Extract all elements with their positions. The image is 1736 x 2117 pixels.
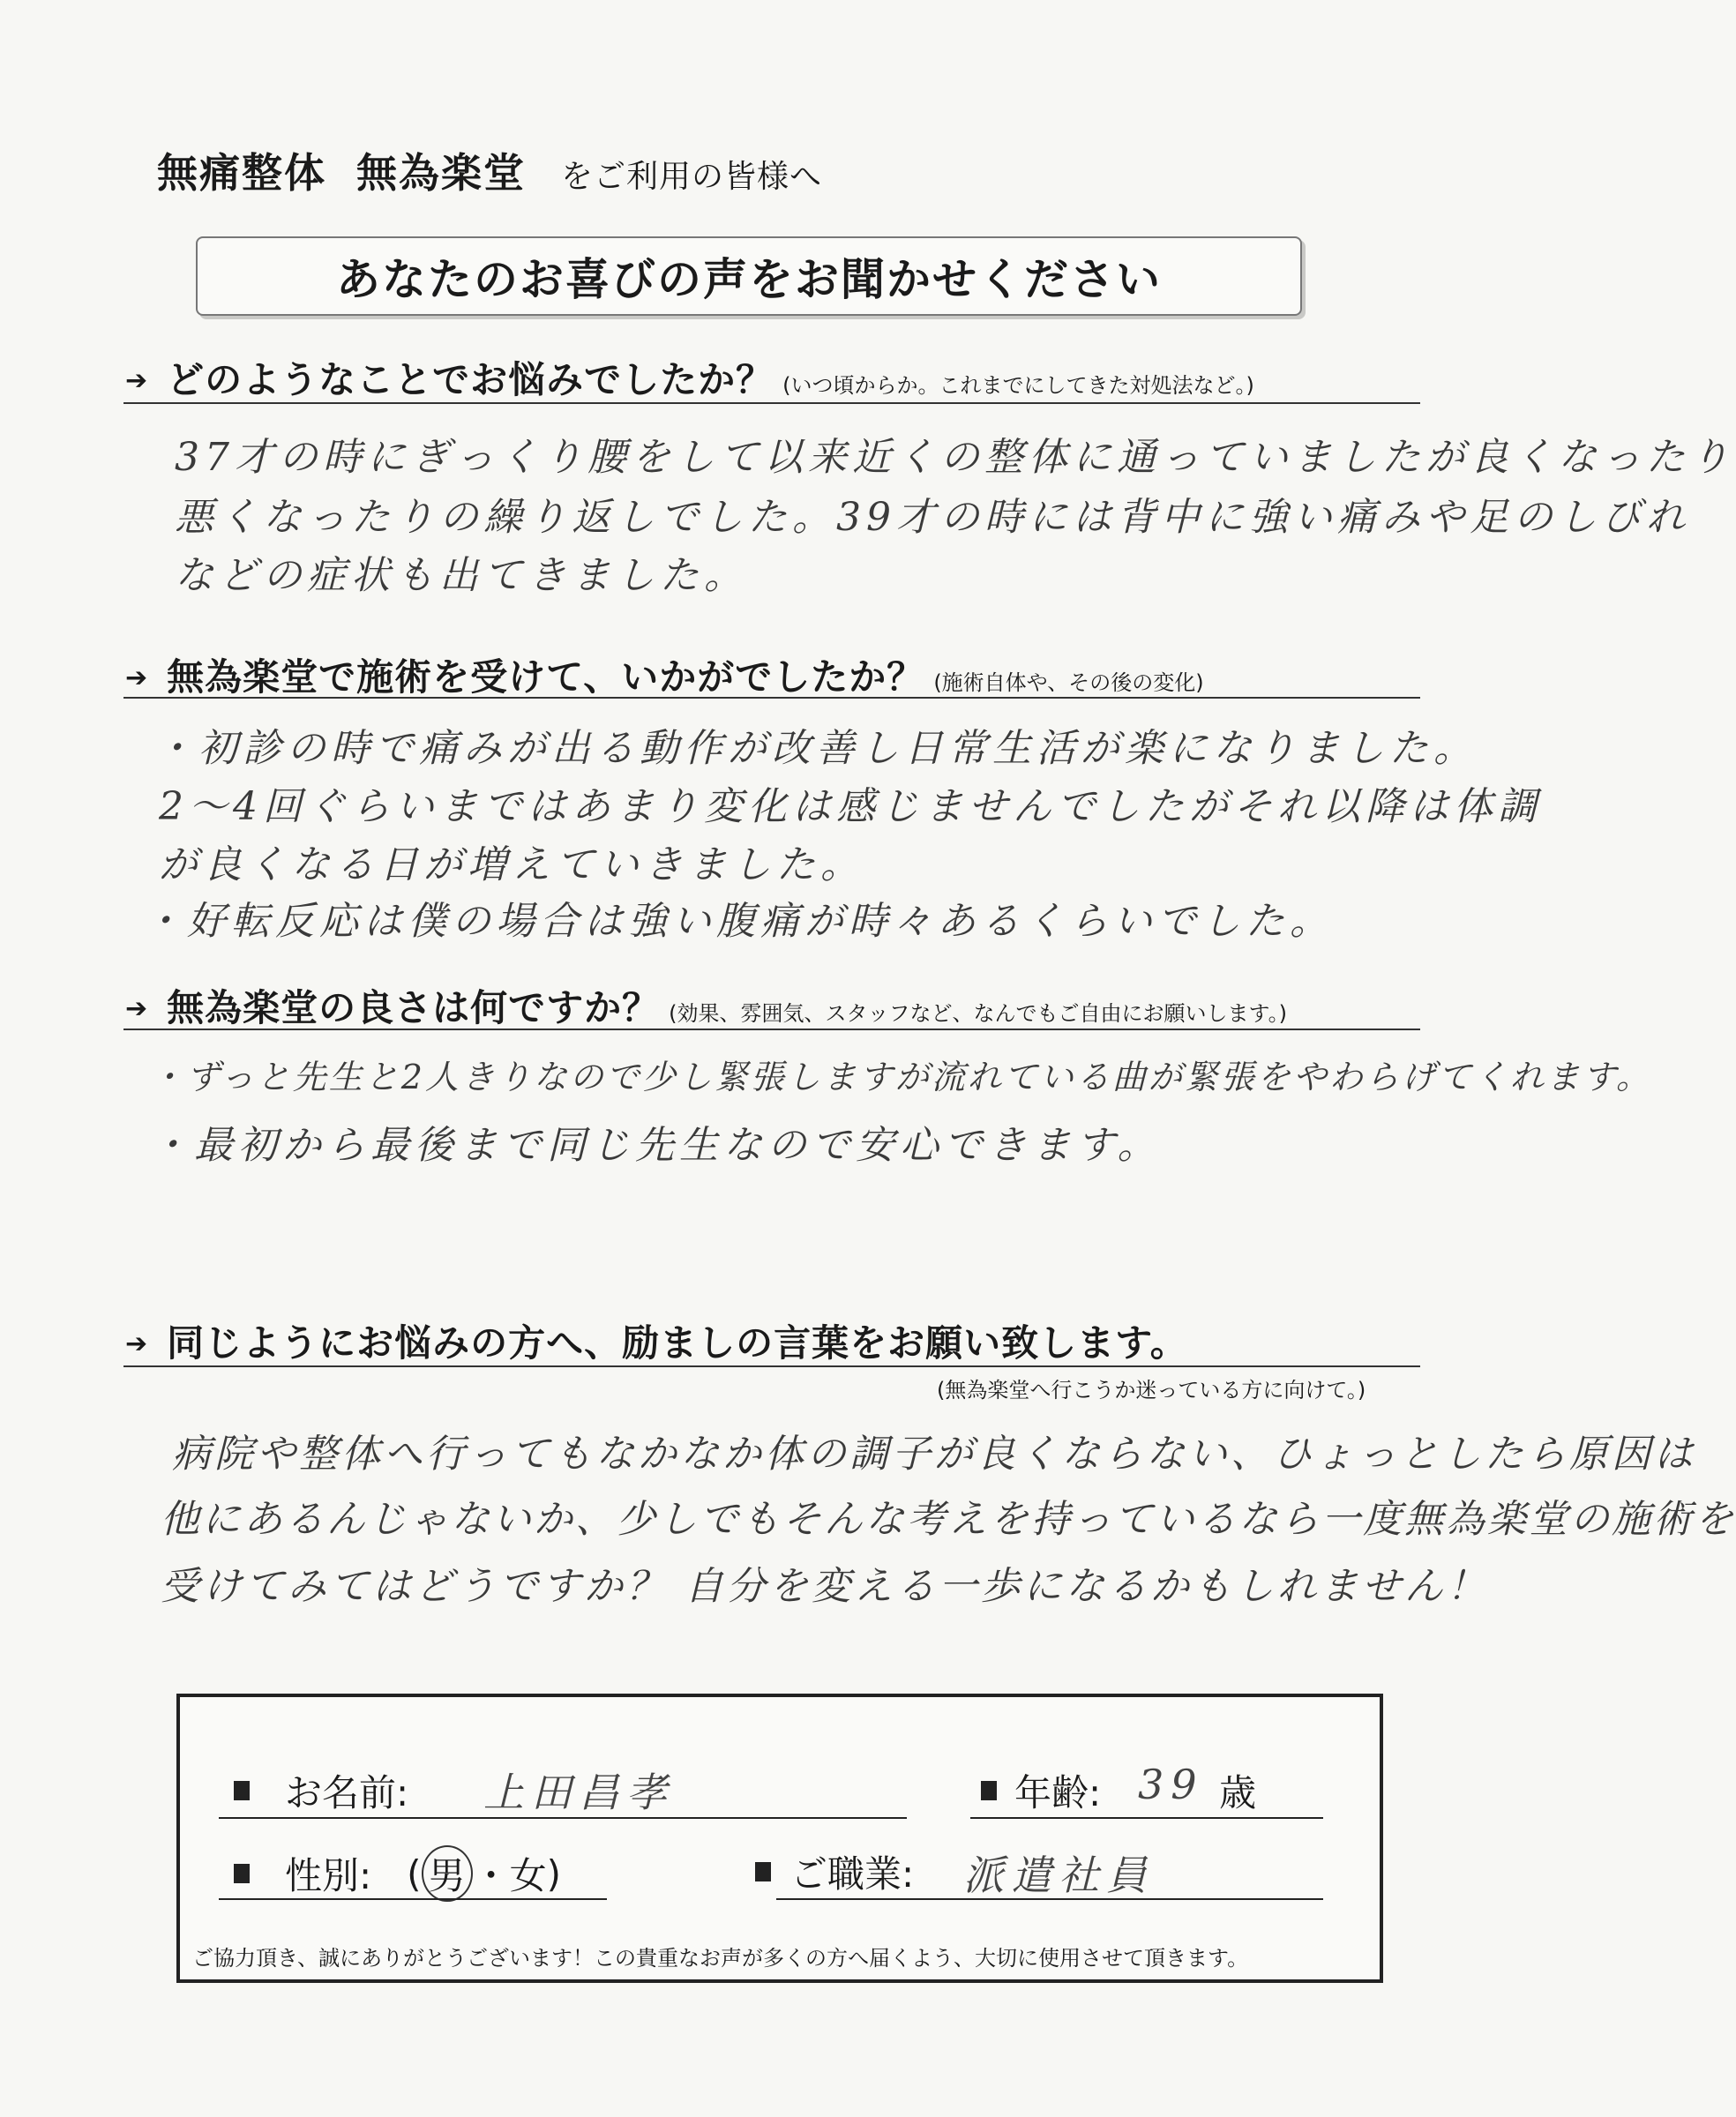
arrow-bullet-icon: ➔ xyxy=(125,662,148,693)
job-label-row xyxy=(755,1845,914,1898)
section-4-answer-line: 病院や整体へ行ってもなかなか体の調子が良くならない、ひょっとしたら原因は xyxy=(172,1432,1696,1477)
age-underline xyxy=(970,1817,1323,1819)
name-label-row xyxy=(234,1764,408,1817)
thank-you-note: ご協力頂き、誠にありがとうございます！この貴重なお声が多くの方へ届くよう、大切に使用させて頂きます。 xyxy=(192,1946,1249,1971)
gender-male-circled: 男 xyxy=(422,1845,473,1902)
section-1-answer-line: 37才の時にぎっくり腰をして以来近くの整体に通っていましたが良くなったり xyxy=(175,435,1734,480)
section-3-note: (効果、雰囲気、スタッフなど、なんでもご自由にお願いします。) xyxy=(669,1001,1287,1026)
arrow-bullet-icon: ➔ xyxy=(125,1328,148,1359)
age-unit: 歳 xyxy=(1219,1771,1257,1814)
section-3-answer-line: ・最初から最後まで同じ先生なので安心できます。 xyxy=(150,1123,1162,1168)
section-1-answer-line: などの症状も出てきました。 xyxy=(175,553,748,598)
age-label-row xyxy=(981,1764,1101,1817)
section-1-heading xyxy=(125,351,1254,404)
section-2-answer-line: ・好転反応は僕の場合は強い腹痛が時々あるくらいでした。 xyxy=(143,899,1334,944)
square-bullet-icon xyxy=(981,1781,997,1800)
job-value: 派遣社員 xyxy=(963,1851,1154,1899)
square-bullet-icon xyxy=(755,1862,771,1881)
section-3-answer-line: ・ずっと先生と2人きりなので少し緊張しますが流れている曲が緊張をやわらげてくれます。 xyxy=(150,1058,1652,1096)
section-1-answer-line: 悪くなったりの繰り返しでした。39才の時には背中に強い痛みや足のしびれ xyxy=(175,495,1690,540)
section-divider xyxy=(123,1029,1420,1030)
square-bullet-icon xyxy=(234,1781,250,1800)
gender-label: 性別: xyxy=(285,1854,372,1897)
header xyxy=(157,141,822,199)
gender-female: 女 xyxy=(509,1854,547,1897)
job-label: ご職業: xyxy=(790,1852,915,1896)
section-divider xyxy=(123,402,1420,404)
section-1-question: どのようなことでお悩みでしたか？ xyxy=(167,358,774,401)
section-4-note: (無為楽堂へ行こうか迷っている方に向けて。) xyxy=(937,1378,1366,1403)
section-2-answer-line: ・初診の時で痛みが出る動作が改善し日常生活が楽になりました。 xyxy=(154,726,1478,771)
arrow-bullet-icon: ➔ xyxy=(125,365,148,396)
section-1-note: (いつ頃からか。これまでにしてきた対処法など。) xyxy=(782,373,1254,398)
arrow-bullet-icon: ➔ xyxy=(125,993,148,1024)
section-2-note: (施術自体や、その後の変化) xyxy=(933,670,1204,695)
square-bullet-icon xyxy=(234,1864,250,1883)
name-label: お名前: xyxy=(285,1771,409,1814)
name-underline xyxy=(219,1817,907,1819)
age-value: 39 xyxy=(1138,1761,1204,1808)
section-4-answer-line: 受けてみてはどうですか？ 自分を変える一歩になるかもしれません！ xyxy=(161,1564,1489,1609)
section-2-heading xyxy=(125,648,1204,701)
page-title: あなたのお喜びの声をお聞かせください xyxy=(196,236,1302,316)
section-3-question: 無為楽堂の良さは何ですか？ xyxy=(167,986,661,1029)
gender-open-paren: ( xyxy=(407,1851,422,1896)
brand-name-1: 無痛整体 xyxy=(157,149,326,197)
gender-underline xyxy=(219,1898,607,1900)
name-value: 上田昌孝 xyxy=(483,1769,674,1816)
job-underline xyxy=(776,1898,1323,1900)
gender-row xyxy=(234,1845,561,1902)
brand-name-2: 無為楽堂 xyxy=(356,149,526,197)
section-4-question: 同じようにお悩みの方へ、励ましの言葉をお願い致します。 xyxy=(167,1321,1188,1365)
section-4-heading xyxy=(125,1314,1188,1367)
age-label: 年齢: xyxy=(1014,1771,1102,1814)
section-3-heading xyxy=(125,979,1287,1032)
section-2-answer-line: が良くなる日が増えていきました。 xyxy=(159,842,864,887)
section-2-answer-line: 2〜4回ぐらいまではあまり変化は感じませんでしたがそれ以降は体調 xyxy=(159,784,1542,829)
header-suffix: をご利用の皆様へ xyxy=(561,159,823,195)
gender-separator: ・ xyxy=(472,1854,510,1897)
section-4-answer-line: 他にあるんじゃないか、少しでもそんな考えを持っているなら一度無為楽堂の施術を xyxy=(161,1497,1736,1542)
gender-close-paren: ) xyxy=(546,1851,561,1896)
section-divider xyxy=(123,1365,1420,1367)
respondent-info-box xyxy=(176,1694,1383,1983)
section-divider xyxy=(123,697,1420,699)
section-2-question: 無為楽堂で施術を受けて、いかがでしたか？ xyxy=(167,655,925,699)
